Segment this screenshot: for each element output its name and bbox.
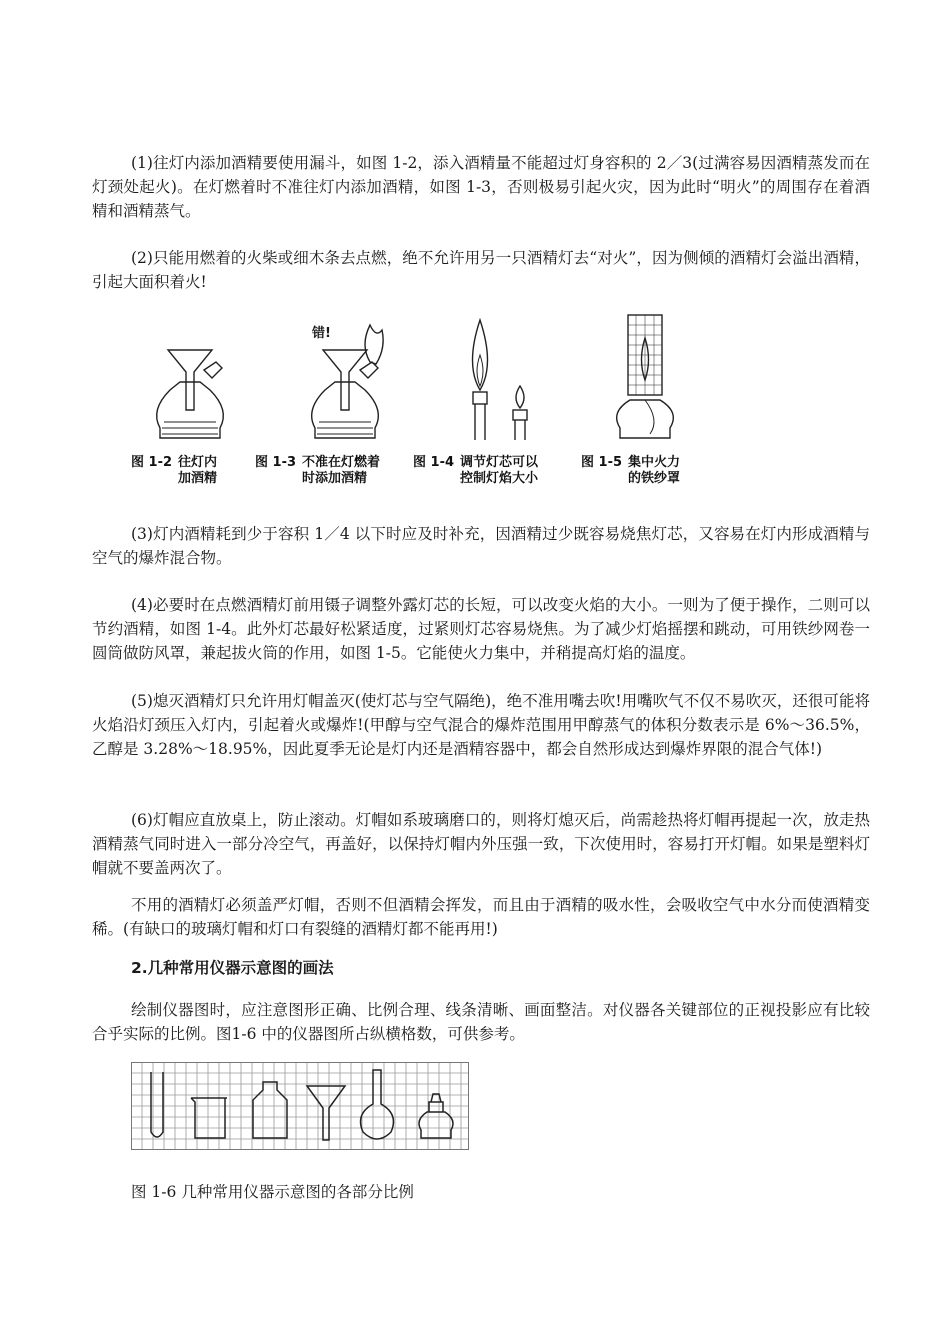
caption-fig-1-3: 图 1-3 不准在灯燃着 时添加酒精 [255, 455, 381, 486]
funnel-drawing [307, 1086, 345, 1140]
figure-1-4-drawing [473, 320, 528, 440]
flask-drawing [361, 1070, 394, 1139]
error-mark: 错! [312, 326, 331, 341]
paragraph-6: (6)灯帽应直放桌上，防止滚动。灯帽如系玻璃磨口的，则将灯熄灭后，尚需趁热将灯帽再提起一次，放走热酒精蒸气同时进入一部分冷空气，再盖好，以保持灯帽内外压强一致，下次使用时，容易打开灯帽。如果是塑料灯帽就不要盖两次了。 [92, 811, 870, 877]
paragraph-4: (4)必要时在点燃酒精灯前用镊子调整外露灯芯的长短，可以改变火焰的大小。一则为了便于操作，二则可以节约酒精，如图 1-4。此外灯芯最好松紧适度，过紧则灯芯容易烧焦。为了减少灯焰摇摆和跳动，可用铁纱网卷一圆筒做防风罩，兼起拔火筒的作用，如图 1-5。它能使火力集中，并稍提高灯焰的温度。 [92, 596, 870, 662]
figure-1-3-drawing [312, 325, 383, 438]
beaker-drawing [191, 1098, 227, 1138]
figure-1-6-caption: 图 1-6 几种常用仪器示意图的各部分比例 [131, 1183, 414, 1201]
paragraph-8: 绘制仪器图时，应注意图形正确、比例合理、线条清晰、画面整洁。对仪器各关键部位的正视投影应有比较合乎实际的比例。图1-6 中的仪器图所占纵横格数，可供参考。 [92, 1001, 870, 1043]
caption-fig-1-5: 图 1-5 集中火力 的铁纱罩 [581, 455, 681, 486]
figure-1-2-drawing [157, 350, 224, 438]
paragraph-1: (1)往灯内添加酒精要使用漏斗，如图 1-2，添入酒精量不能超过灯身容积的 2／3(过满容易因酒精蒸发而在灯颈处起火)。在灯燃着时不准往灯内添加酒精，如图 1-3，否则极易引起火灾，因为此时“明火”的周围存在着酒精和酒精蒸气。 [92, 154, 870, 220]
bottle-drawing [253, 1082, 287, 1138]
figure-captions-row [131, 455, 711, 495]
caption-fig-1-4: 图 1-4 调节灯芯可以 控制灯焰大小 [413, 455, 539, 486]
caption-fig-1-2: 图 1-2 往灯内 加酒精 [131, 455, 218, 486]
instrument-grid-figure [131, 1062, 469, 1150]
paragraph-5: (5)熄灭酒精灯只允许用灯帽盖灭(使灯芯与空气隔绝)，绝不准用嘴去吹!用嘴吹气不仅不易吹灭，还很可能将火焰沿灯颈压入灯内，引起着火或爆炸!(甲醇与空气混合的爆炸范围用甲醇蒸气的体积分数表示是 6%～36.5%，乙醇是 3.28%～18.95%，因此夏季无论是灯内还是酒精容器中，都会自然形成达到爆炸界限的混合气体!) [92, 692, 870, 758]
section-heading: 2.几种常用仪器示意图的画法 [131, 959, 334, 977]
alcohol-lamp-drawing [419, 1094, 453, 1138]
paragraph-3: (3)灯内酒精耗到少于容积 1／4 以下时应及时补充，因酒精过少既容易烧焦灯芯，又容易在灯内形成酒精与空气的爆炸混合物。 [92, 525, 870, 567]
paragraph-7: 不用的酒精灯必须盖严灯帽，否则不但酒精会挥发，而且由于酒精的吸水性，会吸收空气中水分而使酒精变稀。(有缺口的玻璃灯帽和灯口有裂缝的酒精灯都不能再用!) [92, 896, 870, 938]
figure-1-5-drawing [617, 315, 674, 438]
grid-lines [131, 1062, 469, 1150]
alcohol-lamp-figures [120, 310, 720, 455]
paragraph-2: (2)只能用燃着的火柴或细木条去点燃，绝不允许用另一只酒精灯去“对火”，因为侧倾的酒精灯会溢出酒精，引起大面积着火! [92, 249, 870, 291]
